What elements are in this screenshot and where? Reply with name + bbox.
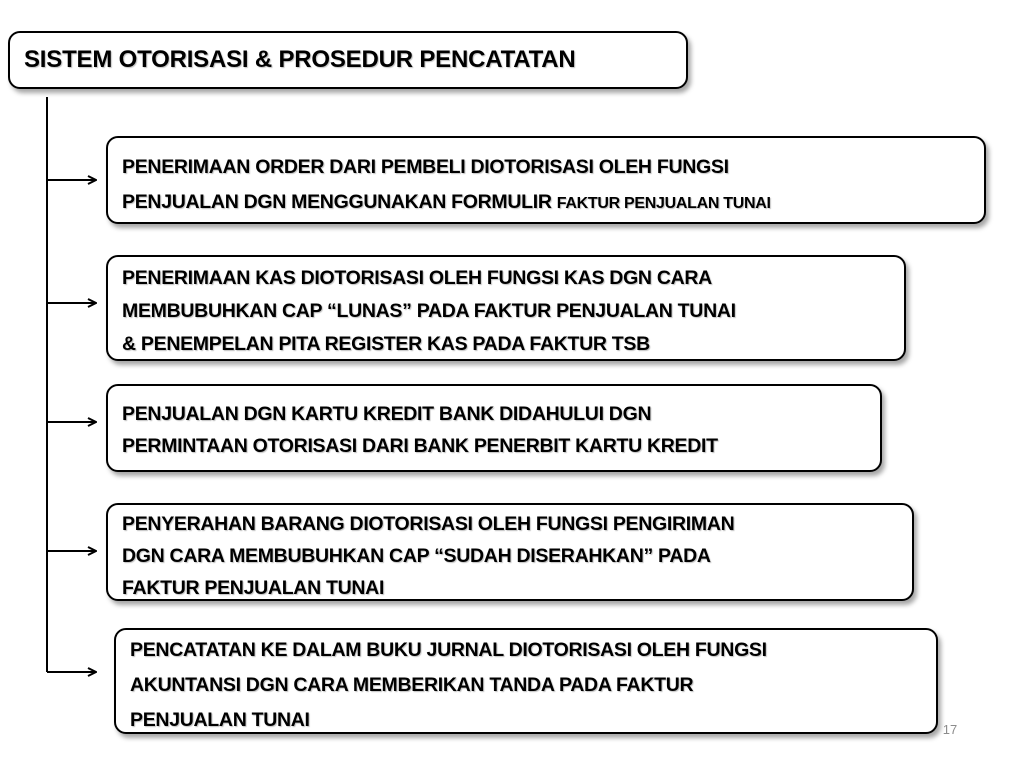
procedure-4-line-1: PENYERAHAN BARANG DIOTORISASI OLEH FUNGSI PENGIRIMAN <box>122 513 735 535</box>
procedure-box-3 <box>106 384 882 472</box>
procedure-2-line-2: MEMBUBUHKAN CAP “LUNAS” PADA FAKTUR PENJUALAN TUNAI <box>122 300 736 322</box>
procedure-1-line-2: PENJUALAN DGN MENGGUNAKAN FORMULIR FAKTUR PENJUALAN TUNAI <box>122 191 771 213</box>
title-text: SISTEM OTORISASI & PROSEDUR PENCATATAN <box>24 46 576 73</box>
procedure-3-line-2: PERMINTAAN OTORISASI DARI BANK PENERBIT KARTU KREDIT <box>122 435 718 457</box>
procedure-3-line-1: PENJUALAN DGN KARTU KREDIT BANK DIDAHULUI DGN <box>122 403 652 425</box>
procedure-4-line-3: FAKTUR PENJUALAN TUNAI <box>122 577 385 599</box>
procedure-4-line-2: DGN CARA MEMBUBUHKAN CAP “SUDAH DISERAHKAN” PADA <box>122 545 711 567</box>
page-number: 17 <box>942 722 958 737</box>
title-box <box>8 31 688 89</box>
procedure-box-2 <box>106 255 906 361</box>
procedure-box-5 <box>114 628 938 734</box>
procedure-5-line-2: AKUNTANSI DGN CARA MEMBERIKAN TANDA PADA FAKTUR <box>130 674 694 696</box>
procedure-box-1 <box>106 136 986 224</box>
procedure-2-line-1: PENERIMAAN KAS DIOTORISASI OLEH FUNGSI KAS DGN CARA <box>122 267 712 289</box>
procedure-2-line-3: & PENEMPELAN PITA REGISTER KAS PADA FAKTUR TSB <box>122 333 650 355</box>
procedure-box-4 <box>106 503 914 601</box>
procedure-5-line-1: PENCATATAN KE DALAM BUKU JURNAL DIOTORISASI OLEH FUNGSI <box>130 639 767 661</box>
procedure-1-line-1: PENERIMAAN ORDER DARI PEMBELI DIOTORISASI OLEH FUNGSI <box>122 156 729 178</box>
procedure-5-line-3: PENJUALAN TUNAI <box>130 709 310 731</box>
